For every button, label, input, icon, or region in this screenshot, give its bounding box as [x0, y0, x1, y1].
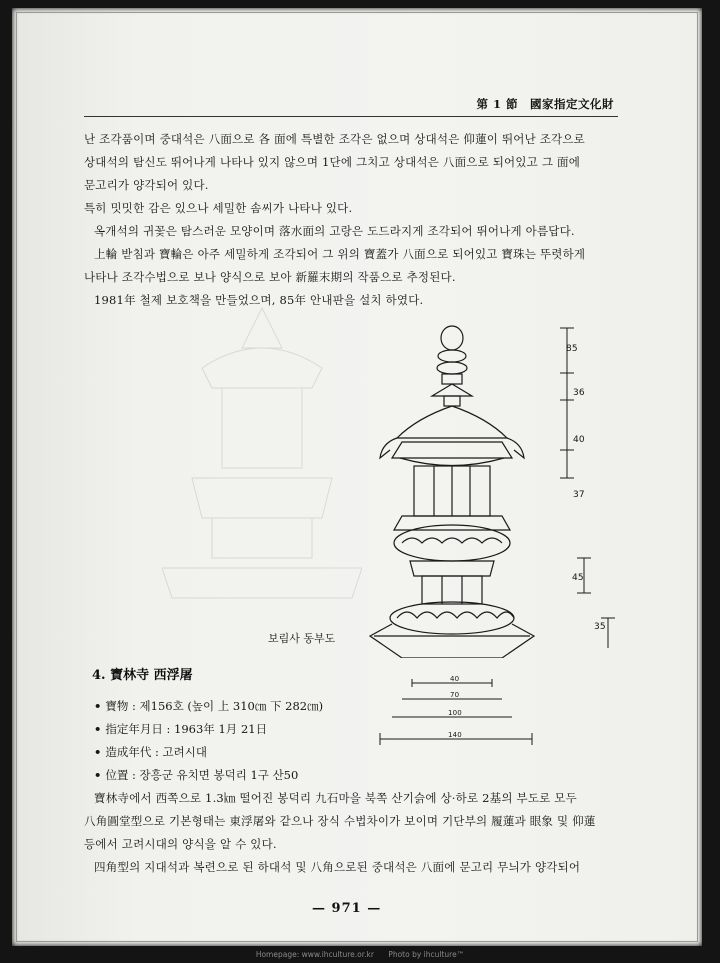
- body-line: 난 조각품이며 중대석은 八面으로 各 面에 특별한 조각은 없으며 상대석은 仰蓮이 뛰어난 조각으로: [84, 132, 585, 146]
- photo-credit: Photo by ihculture™: [388, 950, 465, 959]
- plan-label: 40: [450, 675, 460, 683]
- homepage-link[interactable]: Homepage: www.ihculture.or.kr: [255, 950, 374, 959]
- photo-credit-footer: [0, 950, 720, 959]
- dimension-label: 85: [566, 344, 578, 354]
- body-line: 나타나 조각수법으로 보나 양식으로 보아 新羅末期의 작품으로 추정된다.: [84, 270, 456, 284]
- body-line: 특히 밋밋한 감은 있으나 세밀한 솜씨가 나타나 있다.: [84, 201, 353, 215]
- book-page: [12, 8, 702, 946]
- fact-item: • 位置 : 장흥군 유치면 봉덕리 1구 산50: [94, 768, 299, 782]
- dimension-label: 40: [573, 435, 585, 445]
- fact-item: • 寶物 : 제156호 (높이 上 310㎝ 下 282㎝): [94, 699, 324, 713]
- body-line: 寶林寺에서 西쪽으로 1.3㎞ 떨어진 봉덕리 九石마을 북쪽 산기슭에 상·하로 2基의 부도로 모두: [94, 791, 577, 805]
- dimension-label: 37: [573, 490, 585, 500]
- body-line: 등에서 고려시대의 양식을 알 수 있다.: [84, 837, 277, 851]
- dimension-label: 35: [594, 622, 606, 632]
- section-title: 4. 寶林寺 西浮屠: [92, 668, 193, 683]
- body-line: 八角圓堂型으로 기본형태는 東浮屠와 같으나 장식 수법차이가 보이며 기단부의 履蓮과 眼象 및 仰蓮: [84, 814, 596, 828]
- fact-item: • 造成年代 : 고려시대: [94, 745, 207, 759]
- plan-label: 140: [448, 731, 462, 739]
- header-divider: [84, 116, 618, 117]
- body-line: 상대석의 탐신도 뛰어나게 나타나 있지 않으며 1단에 그치고 상대석은 八面으로 되어있고 그 面에: [84, 155, 581, 169]
- bleed-through-drawing: [162, 288, 362, 608]
- body-line: 四角型의 지대석과 복련으로 된 하대석 및 八角으로된 중대석은 八面에 문고리 무늬가 양각되어: [94, 860, 581, 874]
- body-line: 문고리가 양각되어 있다.: [84, 178, 209, 192]
- body-line: 1981年 철제 보호책을 만들었으며, 85年 안내판을 설치 하였다.: [94, 293, 424, 307]
- page-number: — 971 —: [312, 901, 382, 916]
- fact-item: • 指定年月日 : 1963年 1月 21日: [94, 722, 268, 736]
- plan-label: 70: [450, 691, 460, 699]
- body-line: 上輪 받침과 寶輪은 아주 세밀하게 조각되어 그 위의 寶蓋가 八面으로 되어있고 寶珠는 뚜렷하게: [94, 247, 586, 261]
- dimension-label: 36: [573, 388, 585, 398]
- pagoda-elevation-drawing: [362, 318, 642, 658]
- body-line: 옥개석의 귀꽃은 탐스러운 모양이며 落水面의 고랑은 도드라지게 조각되어 뛰어나게 아름답다.: [94, 224, 575, 238]
- section-header: 第 1 節 國家指定文化財: [476, 97, 614, 111]
- plan-label: 100: [448, 709, 462, 717]
- figure-caption: 보림사 동부도: [268, 632, 336, 645]
- dimension-label: 45: [572, 573, 584, 583]
